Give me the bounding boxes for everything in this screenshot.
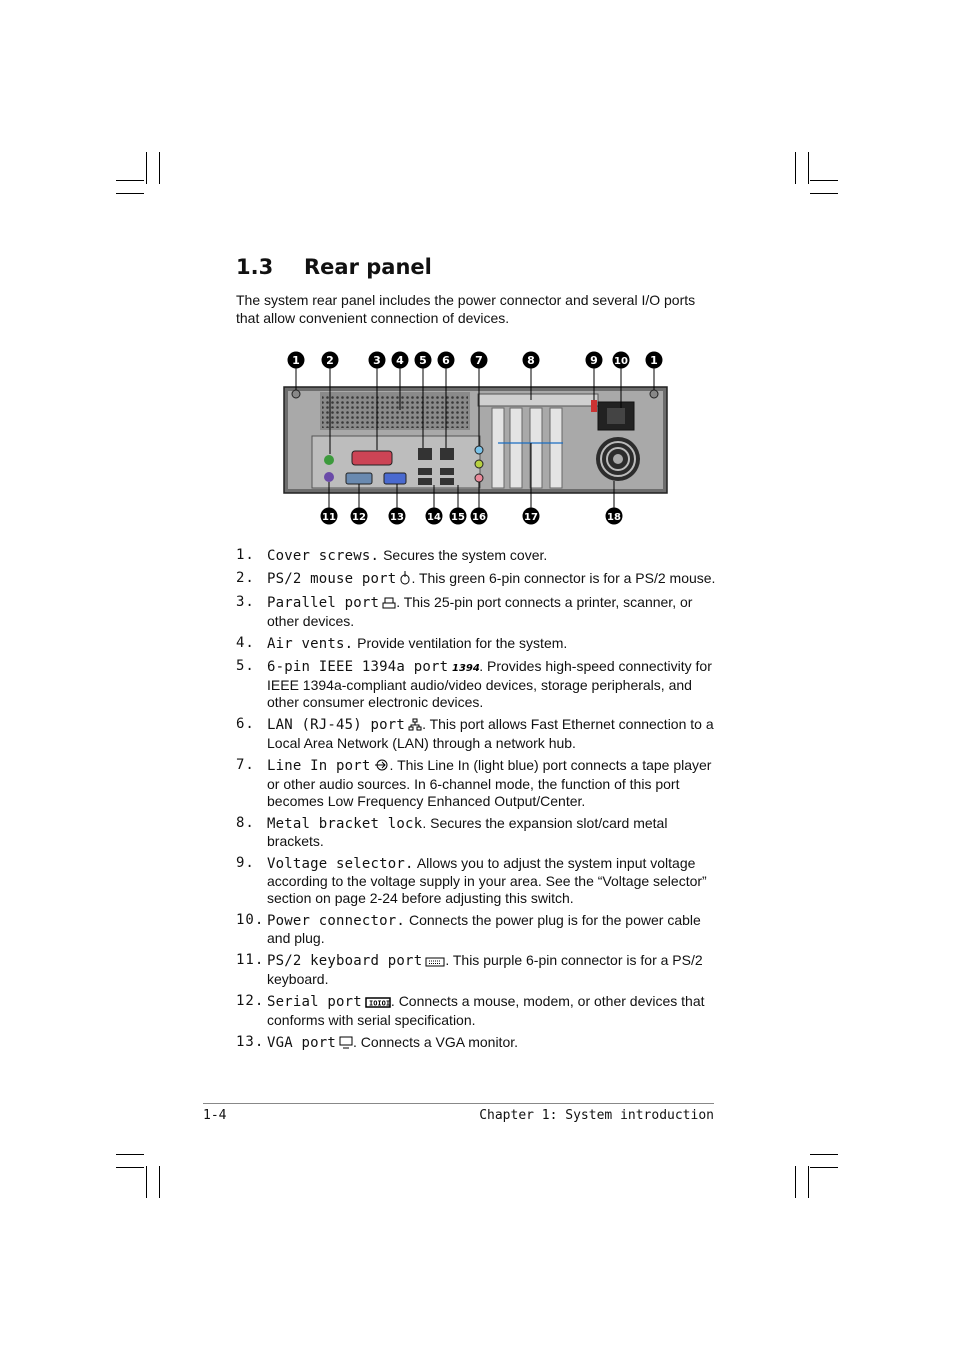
item-description: . This 25-pin port connects a printer, scanner, or other devices. — [267, 594, 693, 629]
callout-label: 18 — [607, 512, 621, 523]
callout-label: 7 — [475, 354, 483, 367]
callout-label: 15 — [451, 512, 465, 523]
intro-paragraph: The system rear panel includes the power connector and several I/O ports that allow convenient connection of devices. — [236, 292, 696, 326]
item-number: 2. — [236, 570, 255, 586]
rear-panel-list — [236, 547, 716, 1058]
item-number: 10. — [236, 912, 265, 928]
item-term: Metal bracket lock — [267, 816, 423, 832]
item-description: . This green 6-pin connector is for a PS/2 mouse. — [411, 570, 716, 586]
callout-label: 14 — [427, 512, 441, 523]
item-number: 7. — [236, 757, 255, 773]
item-description: . This port allows Fast Ethernet connection to a Local Area Network (LAN) through a network hub. — [267, 716, 714, 751]
list-item — [236, 716, 716, 752]
printer-icon — [382, 596, 396, 613]
item-description: Provide ventilation for the system. — [353, 635, 568, 651]
item-term: Serial port — [267, 994, 362, 1010]
list-item — [236, 757, 716, 810]
item-term: Cover screws. — [267, 548, 380, 564]
crop-mark — [159, 152, 160, 184]
crop-mark — [795, 152, 796, 184]
page-number: 1-4 — [203, 1108, 227, 1123]
footer-rule — [203, 1103, 714, 1104]
item-term: LAN (RJ-45) port — [267, 717, 406, 733]
monitor-icon — [339, 1036, 353, 1053]
item-term: VGA port — [267, 1035, 337, 1051]
callout-label: 17 — [524, 512, 538, 523]
list-item — [236, 993, 716, 1029]
callout-label: 4 — [396, 354, 404, 367]
rear-panel-illustration — [280, 350, 680, 530]
rear-panel-figure — [280, 350, 680, 530]
item-number: 13. — [236, 1034, 265, 1050]
item-description: . This purple 6-pin connector is for a PS/2 keyboard. — [267, 952, 703, 987]
section-number: 1.3 — [236, 255, 274, 279]
crop-mark — [810, 193, 838, 194]
crop-mark — [810, 1167, 838, 1168]
item-term: PS/2 keyboard port — [267, 953, 423, 969]
callout-label: 3 — [373, 354, 381, 367]
item-number: 12. — [236, 993, 265, 1009]
network-icon — [408, 718, 422, 735]
chapter-title: Chapter 1: System introduction — [479, 1108, 714, 1123]
item-description: . Secures the expansion slot/card metal brackets. — [267, 815, 668, 849]
crop-mark — [146, 1166, 147, 1198]
crop-mark — [808, 1166, 809, 1198]
item-number: 3. — [236, 594, 255, 610]
section-title: Rear panel — [304, 255, 432, 279]
serial-icon — [365, 995, 391, 1012]
item-description: . This Line In (light blue) port connects a tape player or other audio sources. In 6-channel mode, the function of this port becomes Low Frequency Enhanced Output/Center. — [267, 757, 712, 809]
keyboard-icon — [425, 954, 445, 971]
callout-label: 5 — [419, 354, 427, 367]
item-number: 11. — [236, 952, 265, 968]
item-description: Connects the power plug is for the power cable and plug. — [267, 912, 701, 946]
crop-mark — [808, 152, 809, 184]
item-description: . Connects a mouse, modem, or other devices that conforms with serial specification. — [267, 993, 705, 1028]
callout-label: 10 — [614, 356, 628, 367]
item-description: . Connects a VGA monitor. — [353, 1034, 519, 1050]
item-term: 6-pin IEEE 1394a port — [267, 659, 449, 675]
crop-mark — [116, 1167, 144, 1168]
callout-label: 8 — [527, 354, 535, 367]
item-number: 9. — [236, 855, 255, 871]
list-item — [236, 635, 716, 653]
callout-label: 12 — [352, 512, 366, 523]
crop-mark — [116, 180, 144, 181]
crop-mark — [810, 180, 838, 181]
item-term: Power connector. — [267, 913, 406, 929]
callout-label: 9 — [590, 354, 598, 367]
callout-label: 16 — [472, 512, 486, 523]
crop-mark — [116, 193, 144, 194]
list-item — [236, 815, 716, 850]
svg-text:1394: 1394 — [452, 663, 480, 673]
crop-mark — [159, 1166, 160, 1198]
callout-label: 6 — [442, 354, 450, 367]
ieee1394-icon — [451, 660, 479, 677]
item-term: Voltage selector. — [267, 856, 414, 872]
callout-label: 1 — [292, 354, 300, 367]
item-description: Secures the system cover. — [379, 547, 548, 563]
list-item — [236, 912, 716, 947]
item-term: PS/2 mouse port — [267, 571, 397, 587]
item-description: . Provides high-speed connectivity for IEEE 1394a-compliant audio/video devices, storage peripherals, and other consumer electronic devices. — [267, 658, 712, 710]
list-item — [236, 1034, 716, 1053]
list-item — [236, 855, 716, 907]
item-number: 8. — [236, 815, 255, 831]
list-item — [236, 570, 716, 589]
section-heading — [236, 255, 432, 279]
item-number: 5. — [236, 658, 255, 674]
crop-mark — [146, 152, 147, 184]
callout-label: 13 — [390, 512, 404, 523]
crop-mark — [116, 1154, 144, 1155]
list-item — [236, 547, 716, 565]
item-term: Parallel port — [267, 595, 380, 611]
crop-mark — [795, 1166, 796, 1198]
item-term: Line In port — [267, 758, 371, 774]
item-description: Allows you to adjust the system input voltage according to the voltage supply in your area. See the “Voltage selector” section on page 2-24 before adjusting this switch. — [267, 855, 707, 906]
list-item — [236, 594, 716, 630]
callout-label: 1 — [650, 354, 658, 367]
list-item — [236, 658, 716, 711]
item-term: Air vents. — [267, 636, 354, 652]
crop-mark — [810, 1154, 838, 1155]
svg-text:IOIOI: IOIOI — [368, 999, 390, 1008]
line-in-icon — [374, 758, 390, 776]
item-number: 4. — [236, 635, 255, 651]
callout-label: 2 — [326, 354, 334, 367]
mouse-icon — [399, 571, 411, 589]
list-item — [236, 952, 716, 988]
item-number: 6. — [236, 716, 255, 732]
item-number: 1. — [236, 547, 255, 563]
callout-label: 11 — [322, 512, 336, 523]
